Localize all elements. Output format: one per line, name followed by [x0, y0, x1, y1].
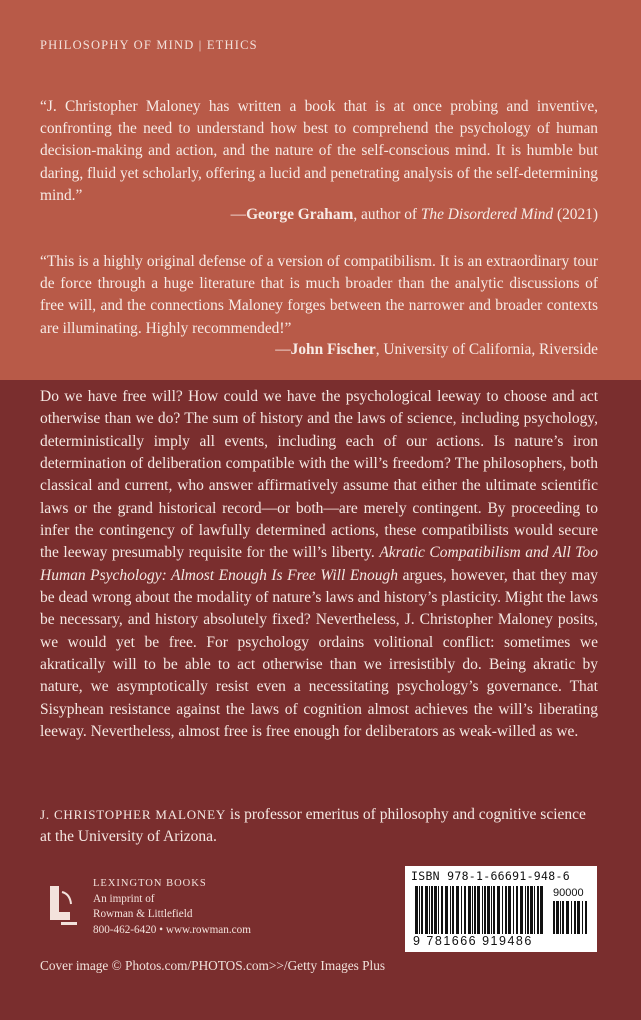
- publisher-contact: 800-462-6420 • www.rowman.com: [93, 923, 251, 936]
- book-description: Do we have free will? How could we have the psychological leeway to choose and act otherwise than we do? The sum of history and the laws of science, including psychology, deterministically imply all events, including each of our actions. Is nature’s iron determination of deliberation compatible with the will’s freedom? The philosophers, both classical and current, who answer affirmatively assume that either the ultimate scientific laws or the grand historical record—or both—are merely contingent. By proceeding to infer the contingency of lawfully determined actions, these compatibilists would secure the leeway presumably requisite for the will’s liberty. Akratic Compatibilism and All Too Human Psychology: Almost Enough Is Free Will Enough argues, however, that they may be dead wrong about the modality of nature’s laws and history’s plasticity. Might the laws be necessary, and history absolutely fixed? Nevertheless, J. Christopher Maloney posits, we would yet be free. For psychology ordains volitional conflict: sometimes we akratically will to be able to act otherwise than we irresistibly do. Being akratic by nature, we asymptotically resist even a necessitating psychology’s governance. That Sisyphean resistance against the laws of cognition almost achieves the will’s liberating leeway. Nevertheless, almost free is free enough for deliberators as weak-willed as we.: [40, 388, 598, 741]
- endorser-work-title: The Disordered Mind: [420, 206, 554, 223]
- ean-barcode-bars: [415, 886, 545, 934]
- publisher-parent: Rowman & Littlefield: [93, 908, 193, 921]
- subject-category: PHILOSOPHY OF MIND | ETHICS: [40, 38, 258, 52]
- cover-image-credit: Cover image © Photos.com/PHOTOS.com>>/Getty Images Plus: [40, 958, 386, 973]
- endorser-name: George Graham: [246, 206, 354, 223]
- ean-number: 9 781666 919486: [413, 934, 533, 948]
- author-bio: J. CHRISTOPHER MALONEY is professor emeritus of philosophy and cognitive science at the University of Arizona.: [40, 806, 586, 846]
- isbn-label: ISBN 978-1-66691-948-6: [411, 869, 570, 883]
- publisher-imprint-line: An imprint of: [93, 892, 155, 905]
- price-code: 90000: [553, 887, 584, 899]
- publisher-name: LEXINGTON BOOKS: [93, 878, 207, 889]
- endorser-name: John Fischer: [290, 341, 376, 358]
- endorsement-attribution-1: —George Graham, author of The Disordered Mind (2021): [230, 206, 598, 223]
- publisher-block: [40, 872, 370, 942]
- endorsement-attribution-2: —John Fischer, University of California, Riverside: [275, 341, 598, 358]
- book-title: Akratic Compatibilism and All Too Human Psychology: Almost Enough Is Free Will Enough: [40, 544, 598, 584]
- lexington-books-logo-icon: [48, 884, 78, 928]
- endorsement-quote-2: “This is a highly original defense of a version of compatibilism. It is an extraordinary tour de force through a huge literature that is much broader than the analytic discussions of free will, and the connections Maloney forges between the narrower and broader contexts are illuminating. Highly recommended!”: [40, 253, 598, 337]
- endorsement-quote-1: “J. Christopher Maloney has written a book that is at once probing and inventive, confronting the need to understand how best to comprehend the psychology of human decision-making and action, and the nature of the self-conscious mind. It is humble but daring, fluid yet scholarly, offering a lucid and penetrating analysis of the self-determining mind.”: [40, 98, 598, 204]
- publisher-info: [93, 876, 251, 938]
- price-barcode-bars: [553, 901, 589, 934]
- author-name: J. CHRISTOPHER MALONEY: [40, 807, 227, 822]
- isbn-barcode: [405, 866, 597, 952]
